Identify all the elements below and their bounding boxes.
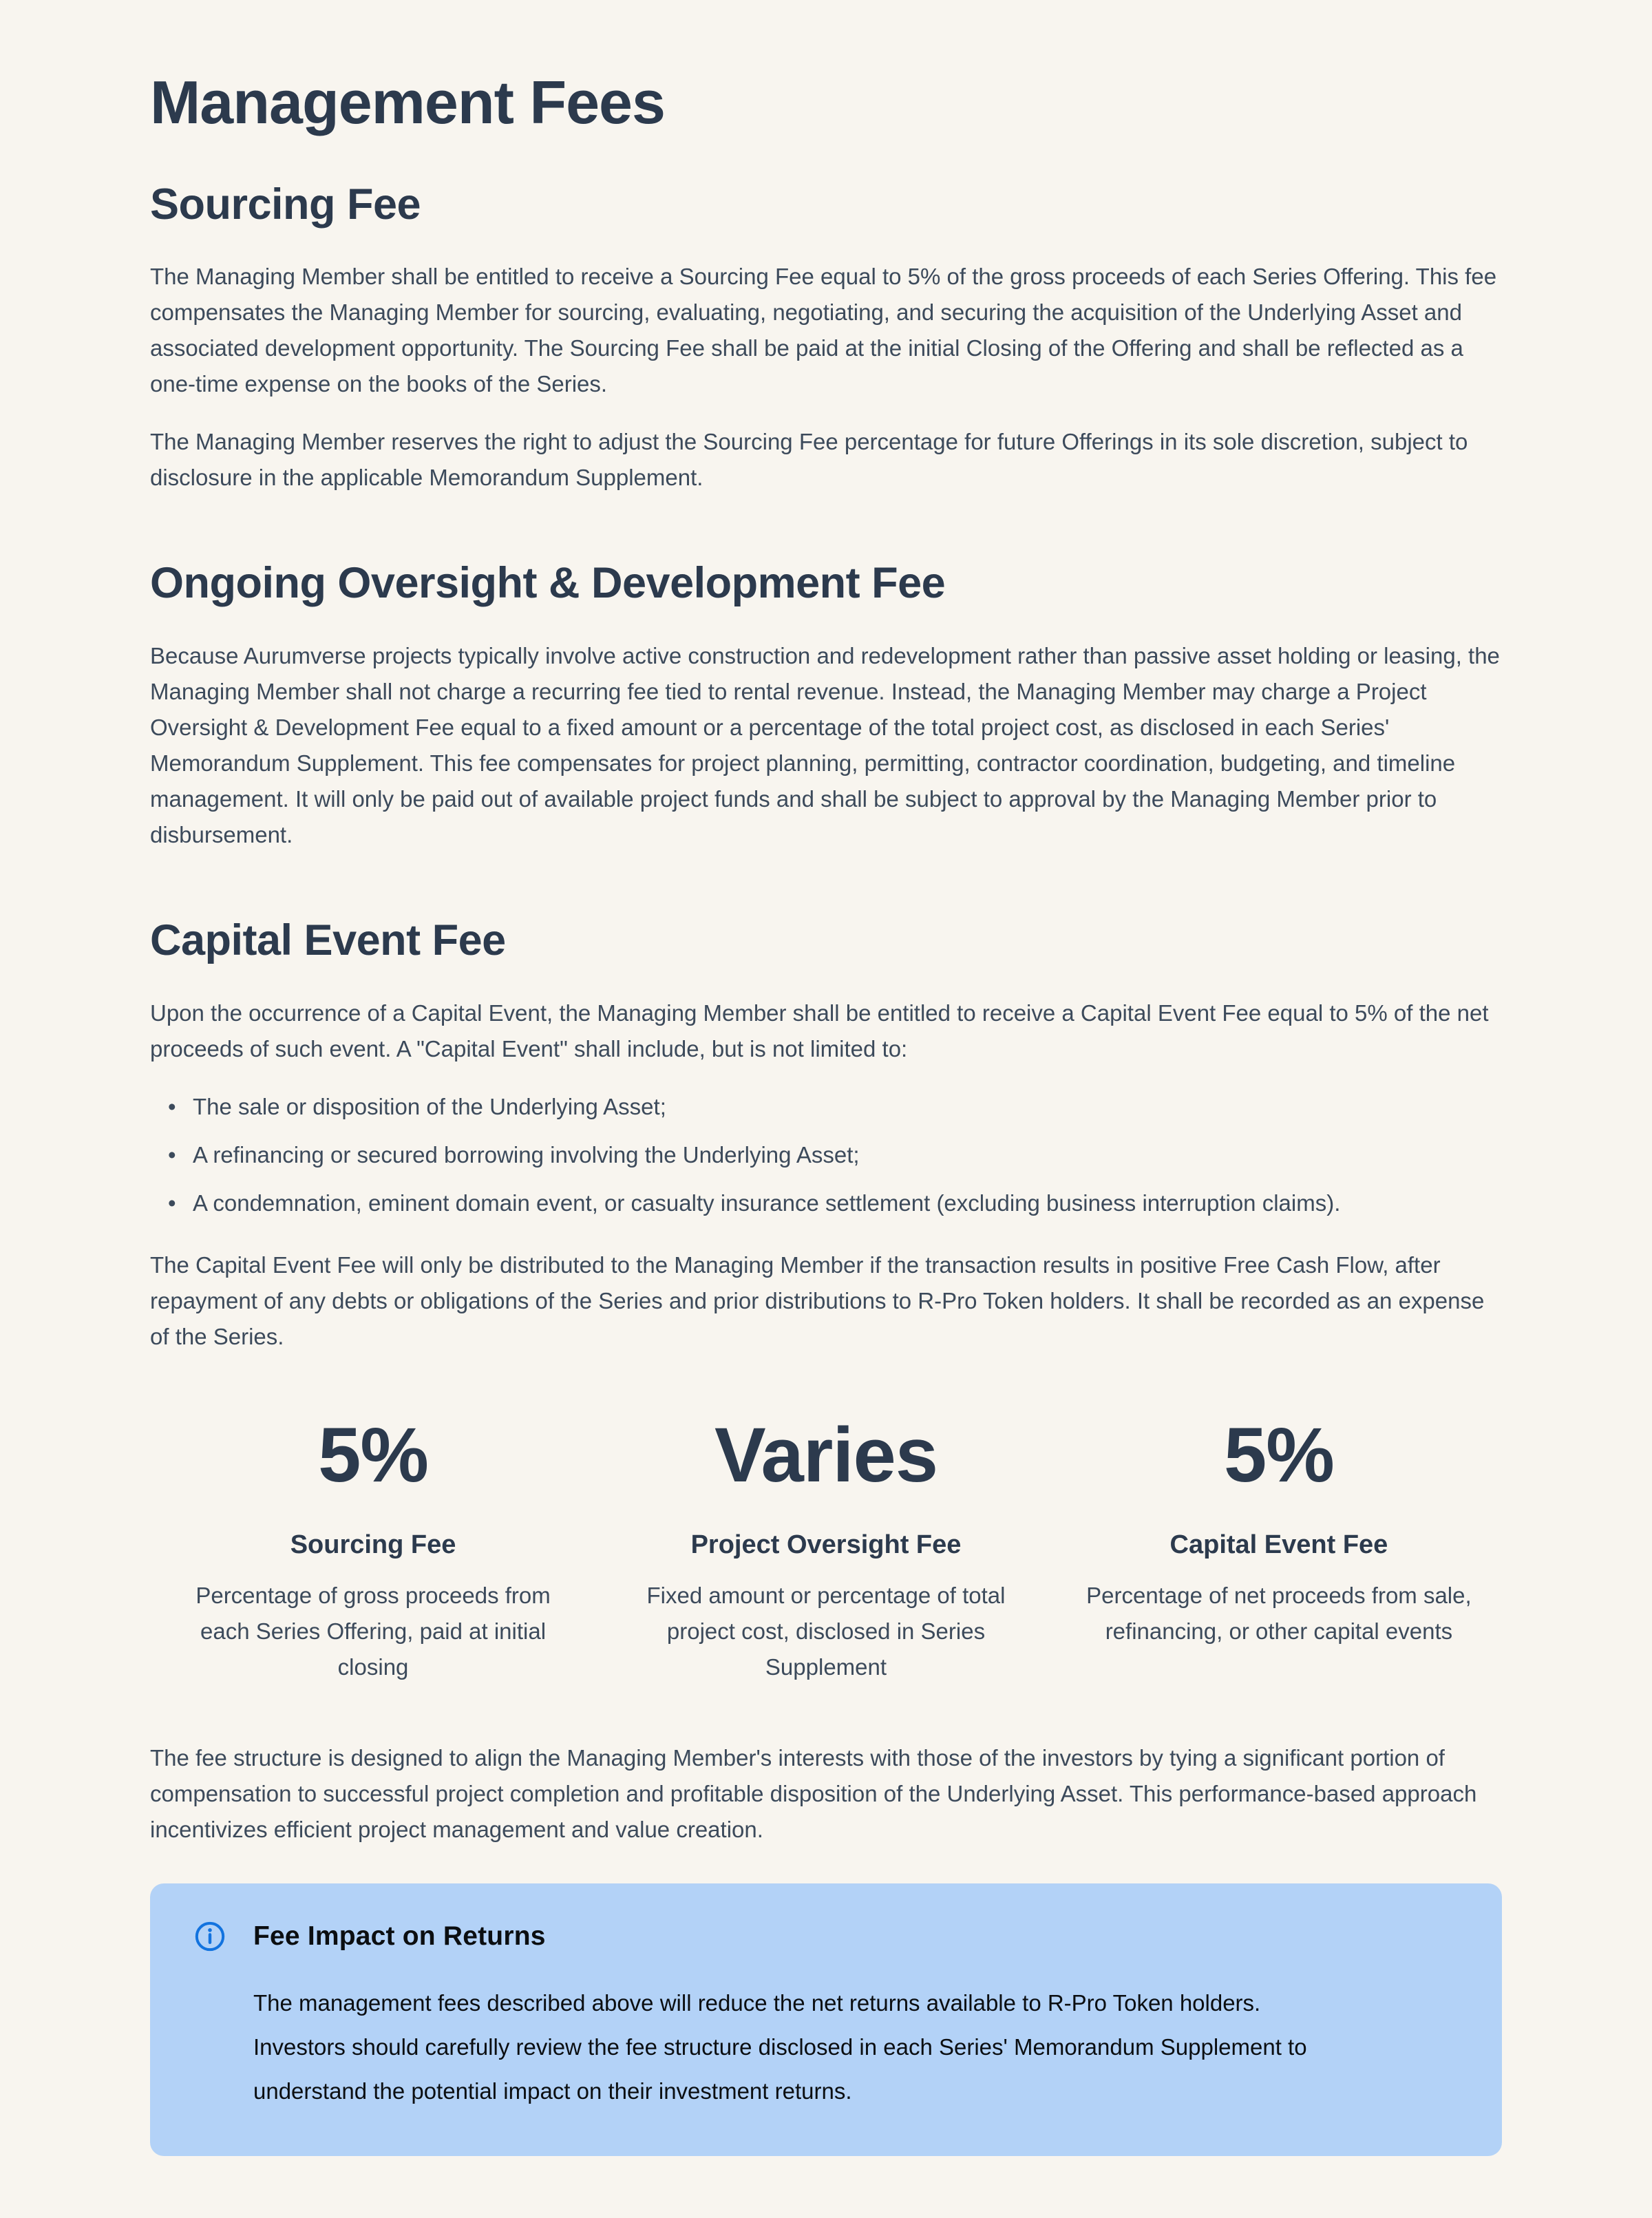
stat-project-oversight-fee [603, 1411, 1049, 1685]
list-item [150, 1185, 1502, 1221]
list-item-text: The sale or disposition of the Underlying Asset; [193, 1093, 666, 1119]
bullet-icon: • [168, 1141, 176, 1168]
stat-label: Project Oversight Fee [690, 1530, 962, 1559]
fee-impact-callout [150, 1883, 1502, 2156]
stat-value: Varies [714, 1411, 938, 1498]
callout-title: Fee Impact on Returns [253, 1921, 546, 1951]
section-heading-capital-event-fee: Capital Event Fee [150, 916, 506, 965]
paragraph: The Managing Member shall be entitled to receive a Sourcing Fee equal to 5% of the gross proceeds of each Series Offering. This fee compensates the Managing Member for sourcing, evaluating, negotiating, and securing the acquisition of the Underlying Asset and associated development opportunity. The Sourcing Fee shall be paid at the initial Closing of the Offering and shall be reflected as a one-time expense on the books of the Series. [150, 264, 1497, 397]
fee-stats-row [150, 1411, 1502, 1685]
paragraph: Upon the occurrence of a Capital Event, the Managing Member shall be entitled to receive a Capital Event Fee equal to 5% of the net proceeds of such event. A "Capital Event" shall include, but is not limited to: [150, 1000, 1489, 1062]
paragraph: Because Aurumverse projects typically involve active construction and redevelopment rather than passive asset holding or leasing, the Managing Member shall not charge a recurring fee tied to rental revenue. Instead, the Managing Member may charge a Project Oversight & Development Fee equal to a fixed amount or a percentage of the total project cost, as disclosed in each Series' Memorandum Supplement. This fee compensates for project planning, permitting, contractor coordination, budgeting, and timeline management. It will only be paid out of available project funds and shall be subject to approval by the Managing Member prior to disbursement. [150, 643, 1500, 848]
stat-value: 5% [1223, 1411, 1334, 1498]
stat-description: Percentage of net proceeds from sale, refinancing, or other capital events [1086, 1582, 1472, 1644]
paragraph: The Managing Member reserves the right to adjust the Sourcing Fee percentage for future Offerings in its sole discretion, subject to disclosure in the applicable Memorandum Supplement. [150, 429, 1468, 491]
stat-label: Capital Event Fee [1169, 1530, 1388, 1559]
stat-description: Fixed amount or percentage of total project cost, disclosed in Series Supplement [646, 1582, 1006, 1680]
stat-description: Percentage of gross proceeds from each Series Offering, paid at initial closing [195, 1582, 551, 1680]
document-page [150, 66, 1502, 2156]
bullet-icon: • [168, 1190, 176, 1216]
closing-paragraph: The fee structure is designed to align the Managing Member's interests with those of the investors by tying a significant portion of compensation to successful project completion and profitable disposition of the Underlying Asset. This performance-based approach incentivizes efficient project management and value creation. [150, 1744, 1477, 1842]
section-heading-sourcing-fee: Sourcing Fee [150, 180, 421, 229]
bullet-icon: • [168, 1093, 176, 1119]
capital-event-list [150, 1089, 1502, 1221]
stat-value: 5% [318, 1411, 428, 1498]
stat-capital-event-fee [1056, 1411, 1502, 1685]
list-item-text: A condemnation, eminent domain event, or casualty insurance settlement (excluding business interruption claims). [193, 1190, 1341, 1216]
page-title: Management Fees [150, 68, 665, 136]
section-heading-oversight-fee: Ongoing Oversight & Development Fee [150, 559, 946, 608]
list-item-text: A refinancing or secured borrowing involving the Underlying Asset; [193, 1141, 860, 1168]
info-icon [194, 1921, 226, 1952]
stat-label: Sourcing Fee [290, 1530, 456, 1559]
callout-body: The management fees described above will reduce the net returns available to R-Pro Token holders. Investors should carefully review the fee structure disclosed in each Series' Memorandum Supplement to understand the potential impact on their investment returns. [253, 1989, 1307, 2104]
stat-sourcing-fee [150, 1411, 596, 1685]
list-item [150, 1137, 1502, 1173]
callout-header [194, 1921, 1458, 1952]
list-item [150, 1089, 1502, 1125]
paragraph: The Capital Event Fee will only be distributed to the Managing Member if the transaction results in positive Free Cash Flow, after repayment of any debts or obligations of the Series and prior distributions to R-Pro Token holders. It shall be recorded as an expense of the Series. [150, 1251, 1485, 1349]
